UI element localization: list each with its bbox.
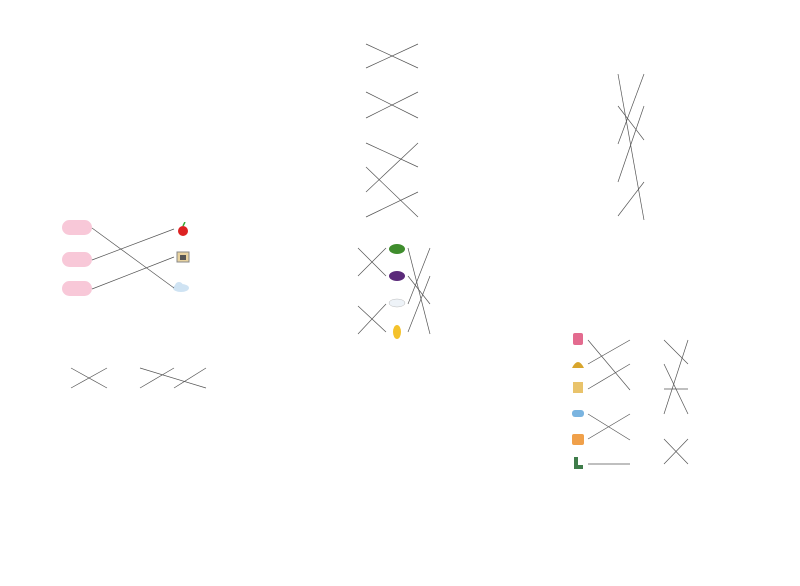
pinyin-flower xyxy=(62,252,92,267)
cloud-icon xyxy=(388,296,404,310)
table-header-cell xyxy=(419,455,454,466)
corn-icon xyxy=(390,324,406,338)
cloud-match-lines xyxy=(290,0,548,586)
apple-match-lines xyxy=(0,0,290,586)
glove-icon xyxy=(570,406,586,420)
table-header-cell xyxy=(349,455,384,466)
poem-match-lines xyxy=(548,0,800,586)
cherry-icon xyxy=(175,222,191,236)
column-3 xyxy=(548,0,800,586)
socks-icon xyxy=(570,456,586,470)
table-header-cell xyxy=(314,455,349,466)
shadow-icon xyxy=(175,250,191,264)
scarf-icon xyxy=(570,332,586,346)
column-2 xyxy=(290,0,548,586)
pinyin-table xyxy=(314,455,454,466)
table-header-cell xyxy=(384,455,419,466)
hat-icon xyxy=(570,356,586,370)
coat-icon xyxy=(570,380,586,394)
leaf-icon xyxy=(388,242,404,256)
color-match-lines xyxy=(290,0,548,586)
pill-match-lines xyxy=(548,0,800,586)
match-lines xyxy=(0,0,290,586)
jacket-icon xyxy=(570,432,586,446)
table-header xyxy=(314,455,454,466)
eggplant-icon xyxy=(388,268,404,282)
pinyin-flower xyxy=(62,220,92,235)
pinyin-flower xyxy=(62,281,92,296)
column-1 xyxy=(0,0,290,586)
cloud-icon xyxy=(172,281,188,295)
